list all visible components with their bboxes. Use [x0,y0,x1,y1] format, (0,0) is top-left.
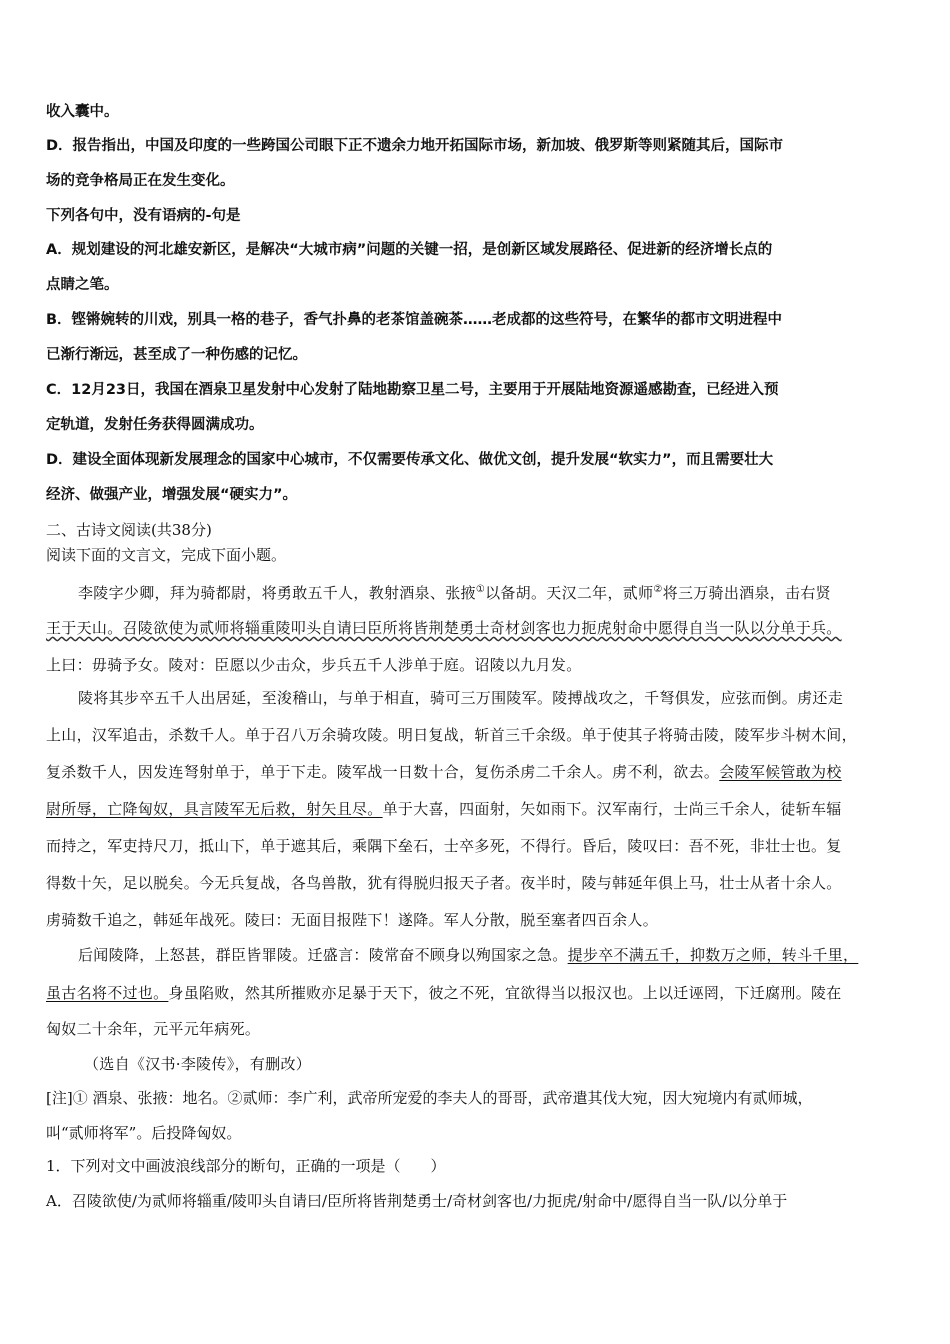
option-a: A．规划建设的河北雄安新区，是解决“大城市病”问题的关键一招，是创新区域发展路径、促进新的经济增长点的 [46,242,773,258]
question-stem: 下列各句中，没有语病的-句是 [46,208,241,224]
passage-line: 而持之，军吏持尺刀，抵山下，单于遮其后，乘隅下垒石，士卒多死，不得行。昏后，陵叹曰：吾不死，非壮士也。复 [46,837,842,855]
passage-line: 复杀数千人，因发连弩射单于，单于下走。陵军战一日数十合，复伤杀虏二千余人。虏不利，欲去。会陵军候管敢为校 [46,763,842,781]
underlined-text: 提步卒不满五千，抑数万之师，转斗千里， [567,946,859,964]
text-line: 场的竞争格局正在发生变化。 [46,173,235,189]
text-line: 收入囊中。 [46,104,119,120]
option-d-sentence: D．报告指出，中国及印度的一些跨国公司眼下正不遗余力地开拓国际市场，新加坡、俄罗斯等则紧随其后，国际市 [46,138,784,154]
footnote-marker: ① [475,584,486,595]
footnote: 叫“贰师将军”。后投降匈奴。 [46,1124,242,1142]
passage-line: 上曰：毋骑予女。陵对：臣愿以少击众，步兵五千人涉单于庭。诏陵以九月发。 [46,656,582,674]
passage-source: （选自《汉书·李陵传》，有删改） [84,1055,312,1073]
passage-line: 虽古名将不过也。身虽陷败，然其所摧败亦足暴于天下，彼之不死，宜欲得当以报汉也。上以迁诬罔，下迁腐刑。陵在 [46,984,842,1002]
wavy-underlined-text: 王于天山。召陵欲使为贰师将辎重陵叩头自请曰臣所将皆荆楚勇士奇材剑客也力扼虎射命中愿得自当一队以分单于兵。 [46,619,842,637]
passage-line: 上山，汉军追击，杀数千人。单于召八万余骑攻陵。明日复战，斩首三千余级。单于使其子将骑击陵，陵军步斗树木间， [46,726,857,744]
option-c: C．12月23日，我国在酒泉卫星发射中心发射了陆地勘察卫星二号，主要用于开展陆地资源遥感勘查，已经进入预 [46,382,779,398]
text-line: 点睛之笔。 [46,277,119,293]
underlined-text: 会陵军候管敢为校 [719,763,842,781]
passage-line: 得数十矢，足以脱矣。今无兵复战，各鸟兽散，犹有得脱归报天子者。夜半时，陵与韩延年俱上马，壮士从者十余人。 [46,874,842,892]
passage-line: 陵将其步卒五千人出居延，至浚稽山，与单于相直，骑可三万围陵军。陵搏战攻之，千弩俱发，应弦而倒。虏还走 [78,689,844,707]
passage-line: 李陵字少卿，拜为骑都尉，将勇敢五千人，教射酒泉、张掖①以备胡。天汉二年，贰师②将三万骑出酒泉，击右贤 [78,584,831,602]
passage-line [46,618,842,638]
underlined-text: 虽古名将不过也。 [46,984,169,1002]
option-d: D．建设全面体现新发展理念的国家中心城市，不仅需要传承文化、做优文创，提升发展“软实力”，而且需要壮大 [46,452,774,468]
passage-line: 匈奴二十余年，元平元年病死。 [46,1020,261,1038]
text-line: 经济、做强产业，增强发展“硬实力”。 [46,487,298,503]
instruction: 阅读下面的文言文，完成下面小题。 [46,546,287,564]
text-line: 已渐行渐远，甚至成了一种伤感的记忆。 [46,347,307,363]
text-line: 定轨道，发射任务获得圆满成功。 [46,417,264,433]
question-stem: 1．下列对文中画波浪线部分的断句，正确的一项是（ ） [46,1157,446,1175]
underlined-text: 尉所辱，亡降匈奴，具言陵军无后救，射矢且尽。 [46,800,383,818]
passage-line: 尉所辱，亡降匈奴，具言陵军无后救，射矢且尽。单于大喜，四面射，矢如雨下。汉军南行，士尚三千余人，徒斩车辐 [46,800,842,818]
footnote-marker: ② [653,584,663,595]
passage-line: 虏骑数千追之，韩延年战死。陵曰：无面目报陛下！遂降。军人分散，脱至塞者四百余人。 [46,911,659,929]
option-b: B．铿锵婉转的川戏，别具一格的巷子，香气扑鼻的老茶馆盖碗茶……老成都的这些符号，在繁华的都市文明进程中 [46,312,783,328]
question-option-a: A．召陵欲使/为贰师将辎重/陵叩头自请曰/臣所将皆荆楚勇士/奇材剑客也/力扼虎/射命中/愿得自当一队/以分单于 [46,1192,788,1210]
section-heading: 二、古诗文阅读(共38分) [46,521,212,539]
footnote: [注]① 酒泉、张掖：地名。②贰师：李广利，武帝所宠爱的李夫人的哥哥，武帝遣其伐大宛，因大宛境内有贰师城， [46,1089,813,1107]
passage-line: 后闻陵降，上怒甚，群臣皆罪陵。迁盛言：陵常奋不顾身以殉国家之急。提步卒不满五千，抑数万之师，转斗千里， [78,946,859,964]
